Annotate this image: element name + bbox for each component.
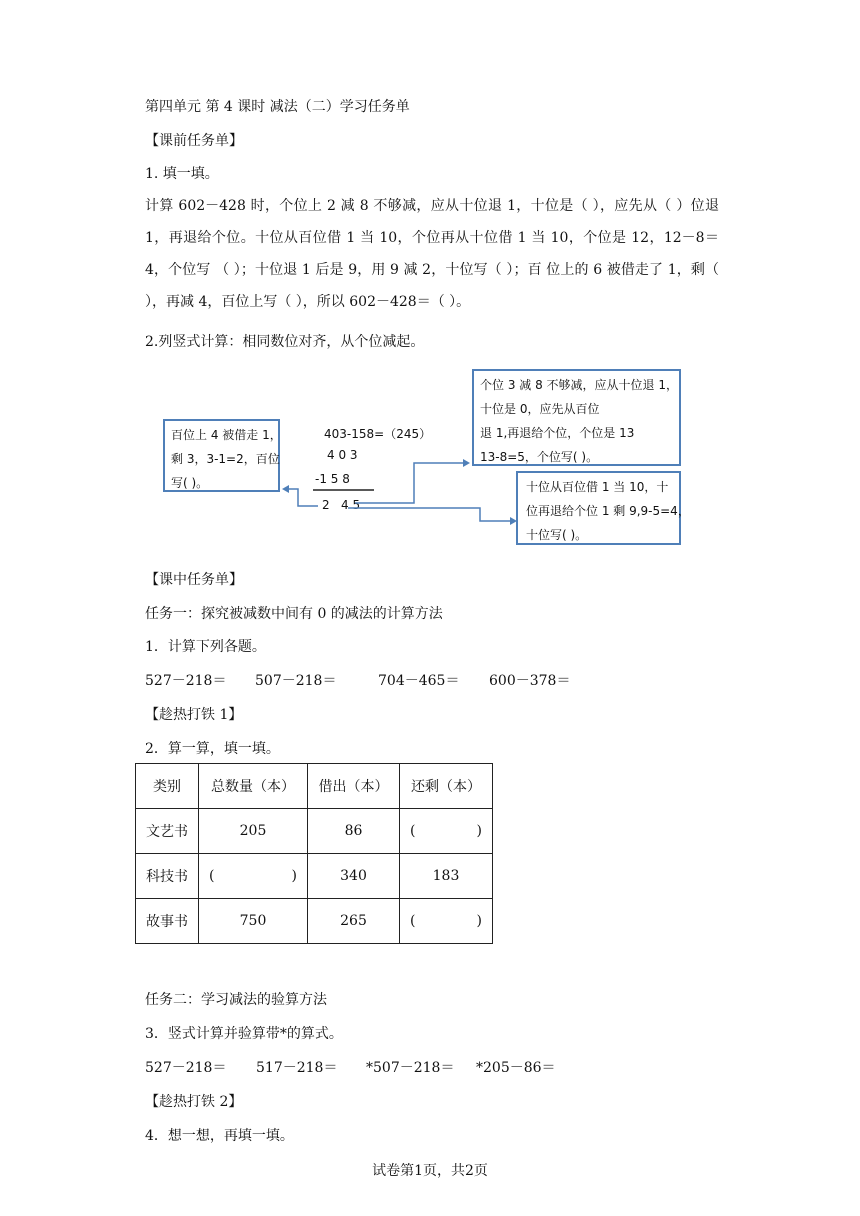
paren-close: ) xyxy=(476,913,482,929)
table-cell: 科技书 xyxy=(136,854,199,899)
table-cell: 265 xyxy=(308,899,400,944)
result-tens-ones: 4 5 xyxy=(341,498,361,512)
equation-item: 507－218＝ xyxy=(255,673,337,689)
table-row xyxy=(136,899,493,944)
paren-open: ( xyxy=(209,868,215,884)
arrowhead-left xyxy=(282,485,289,493)
header-cell: 借出（本） xyxy=(308,764,400,809)
task-1-title: 任务一：探究被减数中间有 0 的减法的计算方法 xyxy=(145,606,443,622)
practice-header-1: 【趁热打铁 1】 xyxy=(145,707,243,723)
answer-blank[interactable] xyxy=(400,899,493,944)
equation-item: 517－218＝ xyxy=(256,1060,338,1076)
page-title: 第四单元 第 4 课时 减法（二）学习任务单 xyxy=(145,99,410,115)
tens-explanation-box xyxy=(516,471,690,545)
table-cell: 183 xyxy=(400,854,493,899)
arrowhead-top-right xyxy=(463,459,470,467)
hundreds-explanation-box xyxy=(163,419,280,492)
paren-open: ( xyxy=(410,913,416,929)
arrow-to-hundreds-box xyxy=(285,489,318,506)
box-line: 个位 3 减 8 不够减，应从十位退 1， xyxy=(480,378,678,392)
box-line: 剩 3，3-1=2，百位 xyxy=(171,452,280,466)
section-header-class: 【课中任务单】 xyxy=(145,572,243,588)
result-hundreds: 2 xyxy=(322,498,330,512)
table-cell: 340 xyxy=(308,854,400,899)
question-3-title: 1．计算下列各题。 xyxy=(145,639,266,655)
table-header-row xyxy=(136,764,493,809)
question-4-title: 2．算一算，填一填。 xyxy=(145,741,280,757)
box-line: 十位从百位借 1 当 10，十 xyxy=(526,480,669,494)
box-line: 退 1,再退给个位，个位是 13 xyxy=(480,426,635,440)
table-cell: 205 xyxy=(199,809,308,854)
header-cell: 总数量（本） xyxy=(199,764,308,809)
question-1-title: 1. 填一填。 xyxy=(145,166,219,182)
box-line: 位再退给个位 1 剩 9,9-5=4， xyxy=(526,504,690,518)
equation-item: *507－218＝ xyxy=(366,1060,455,1076)
header-cell: 还剩（本） xyxy=(400,764,493,809)
page-footer: 试卷第1页，共2页 xyxy=(372,1163,488,1179)
practice-header-2: 【趁热打铁 2】 xyxy=(145,1094,243,1110)
arrow-to-tens-box xyxy=(348,508,513,521)
equation-item: 527－218＝ xyxy=(145,673,227,689)
box-line: 十位写( )。 xyxy=(526,528,588,542)
question-5-title: 3．竖式计算并验算带*的算式。 xyxy=(145,1026,343,1042)
paren-open: ( xyxy=(410,823,416,839)
paren-close: ) xyxy=(291,868,297,884)
section-header-pre: 【课前任务单】 xyxy=(145,133,243,149)
table-cell: 750 xyxy=(199,899,308,944)
ones-explanation-box xyxy=(472,369,681,466)
minuend: 4 0 3 xyxy=(327,448,358,462)
table-row xyxy=(136,854,493,899)
equation-item: 704－465＝ xyxy=(378,673,460,689)
header-cell: 类别 xyxy=(136,764,199,809)
answer-blank[interactable] xyxy=(400,809,493,854)
arrow-to-ones-box xyxy=(355,463,466,503)
question-1-text: 计算 602－428 时，个位上 2 减 8 不够减，应从十位退 1，十位是（ ），应先从（ ）位退 1，再退给个位。十位从百位借 1 当 10，个位再从十位借 1 当 10，个位是 12，12－8＝4，个位写 （ ）；十位退 1 后是 9，用 9 减 2，十位写（ ）；百 位上的 6 被借走了 1，剩（ ），再减 4，百位上写（ ），所以 602－428＝（ ）。 xyxy=(145,198,719,310)
equation-item: 600－378＝ xyxy=(489,673,571,689)
question-2-title: 2.列竖式计算：相同数位对齐，从个位减起。 xyxy=(145,334,425,350)
table-row xyxy=(136,809,493,854)
table-cell: 86 xyxy=(308,809,400,854)
equation-item: 527－218＝ xyxy=(145,1060,227,1076)
subtrahend: -1 5 8 xyxy=(315,472,350,486)
equation-label: 403-158=（245） xyxy=(324,427,432,441)
answer-blank[interactable] xyxy=(199,854,308,899)
box-line: 百位上 4 被借走 1， xyxy=(171,428,282,442)
task-2-title: 任务二：学习减法的验算方法 xyxy=(145,992,327,1008)
table-cell: 故事书 xyxy=(136,899,199,944)
paren-close: ) xyxy=(476,823,482,839)
equation-item: *205－86＝ xyxy=(476,1060,556,1076)
box-line: 写( )。 xyxy=(171,476,209,490)
question-6-title: 4．想一想，再填一填。 xyxy=(145,1128,294,1144)
box-line: 十位是 0，应先从百位 xyxy=(480,402,600,416)
box-line: 13-8=5，个位写( )。 xyxy=(480,450,599,464)
books-table xyxy=(135,763,493,944)
table-cell: 文艺书 xyxy=(136,809,199,854)
